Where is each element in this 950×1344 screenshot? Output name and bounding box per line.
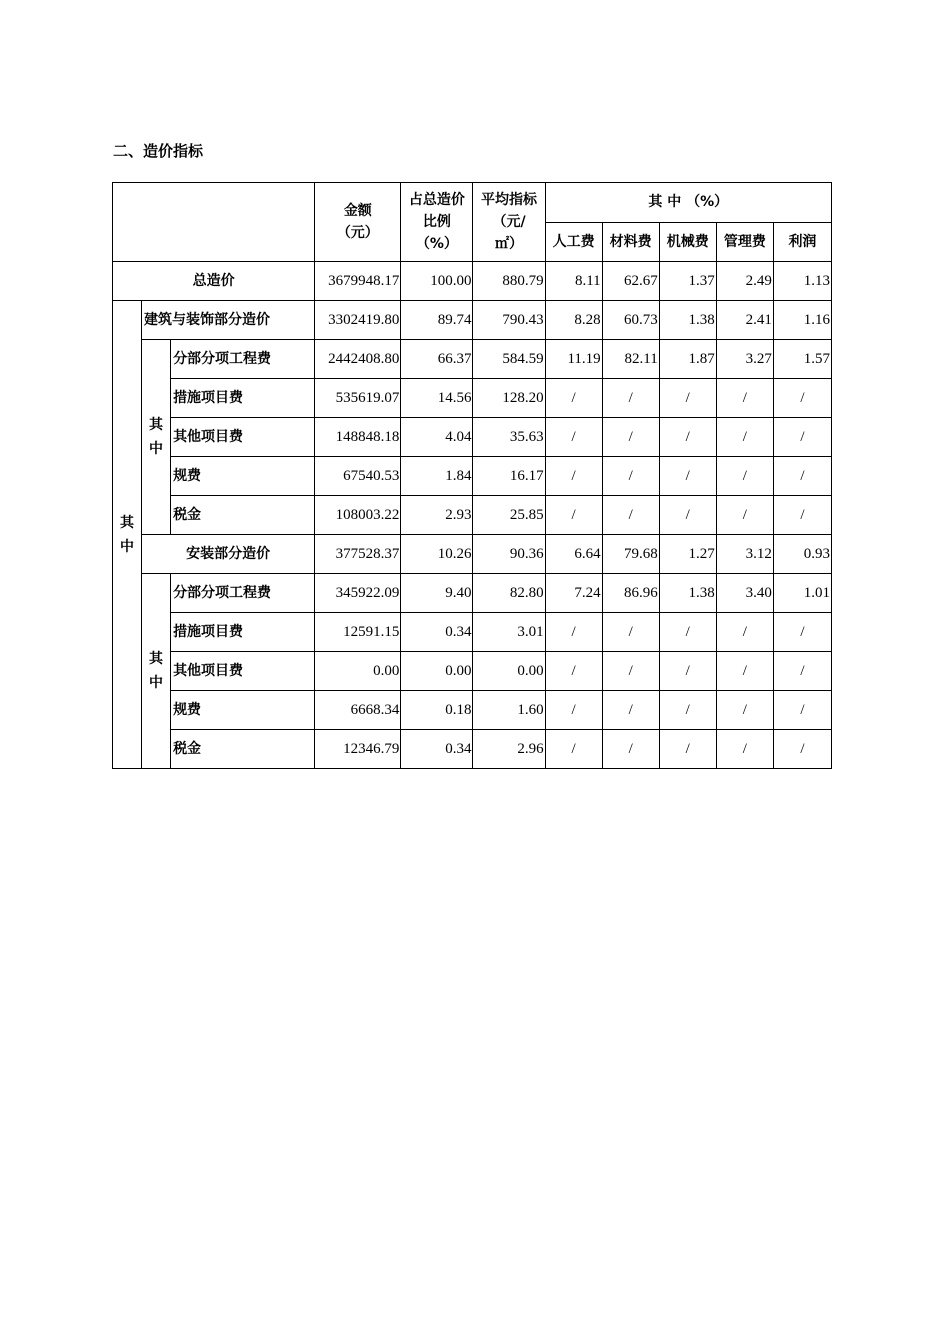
- value-cell: 79.68: [602, 535, 659, 574]
- value-cell: /: [602, 730, 659, 769]
- value-cell: /: [545, 496, 602, 535]
- value-cell: 90.36: [473, 535, 545, 574]
- value-cell: 1.01: [773, 574, 831, 613]
- value-cell: /: [716, 730, 773, 769]
- value-cell: 4.04: [401, 418, 473, 457]
- value-cell: 66.37: [401, 340, 473, 379]
- table-row: [113, 457, 832, 496]
- row-label: 其他项目费: [171, 418, 315, 457]
- row-label: 措施项目费: [171, 379, 315, 418]
- value-cell: 1.37: [659, 262, 716, 301]
- value-cell: 1.60: [473, 691, 545, 730]
- value-cell: 880.79: [473, 262, 545, 301]
- value-cell: /: [659, 730, 716, 769]
- value-cell: 0.34: [401, 730, 473, 769]
- value-cell: 86.96: [602, 574, 659, 613]
- header-profit: 利润: [773, 222, 831, 262]
- value-cell: /: [602, 613, 659, 652]
- value-cell: 0.00: [315, 652, 401, 691]
- value-cell: 345922.09: [315, 574, 401, 613]
- value-cell: /: [716, 379, 773, 418]
- value-cell: /: [773, 652, 831, 691]
- value-cell: 16.17: [473, 457, 545, 496]
- table-row: [113, 730, 832, 769]
- value-cell: /: [716, 652, 773, 691]
- value-cell: 67540.53: [315, 457, 401, 496]
- value-cell: /: [602, 496, 659, 535]
- row-label: 税金: [171, 496, 315, 535]
- row-label: 分部分项工程费: [171, 574, 315, 613]
- header-machinery: 机械费: [659, 222, 716, 262]
- value-cell: /: [659, 691, 716, 730]
- install-subtotal-row: [113, 535, 832, 574]
- value-cell: /: [602, 418, 659, 457]
- row-label: 税金: [171, 730, 315, 769]
- header-amount: 金额 （元）: [315, 183, 401, 262]
- value-cell: /: [773, 496, 831, 535]
- value-cell: 7.24: [545, 574, 602, 613]
- table-row: [113, 418, 832, 457]
- value-cell: 790.43: [473, 301, 545, 340]
- building-subtotal-row: [113, 301, 832, 340]
- row-label: 其他项目费: [171, 652, 315, 691]
- value-cell: 14.56: [401, 379, 473, 418]
- value-cell: 2.93: [401, 496, 473, 535]
- value-cell: /: [545, 457, 602, 496]
- value-cell: /: [659, 496, 716, 535]
- value-cell: 3.12: [716, 535, 773, 574]
- value-cell: 2.41: [716, 301, 773, 340]
- header-ratio: 占总造价 比例 （%）: [401, 183, 473, 262]
- row-label: 规费: [171, 691, 315, 730]
- value-cell: /: [545, 418, 602, 457]
- table-row: [113, 652, 832, 691]
- value-cell: 0.00: [473, 652, 545, 691]
- table-row: [113, 340, 832, 379]
- value-cell: 11.19: [545, 340, 602, 379]
- value-cell: 9.40: [401, 574, 473, 613]
- value-cell: 35.63: [473, 418, 545, 457]
- total-row: [113, 262, 832, 301]
- header-labor: 人工费: [545, 222, 602, 262]
- value-cell: 3302419.80: [315, 301, 401, 340]
- table-row: [113, 613, 832, 652]
- value-cell: /: [773, 691, 831, 730]
- value-cell: 2442408.80: [315, 340, 401, 379]
- value-cell: /: [773, 379, 831, 418]
- value-cell: 1.87: [659, 340, 716, 379]
- row-label: 规费: [171, 457, 315, 496]
- value-cell: 1.13: [773, 262, 831, 301]
- value-cell: /: [602, 652, 659, 691]
- value-cell: 1.38: [659, 301, 716, 340]
- row-label: 分部分项工程费: [171, 340, 315, 379]
- header-row-1: [113, 183, 832, 223]
- value-cell: 6.64: [545, 535, 602, 574]
- value-cell: 1.38: [659, 574, 716, 613]
- value-cell: 3679948.17: [315, 262, 401, 301]
- outer-group-label: 其 中: [113, 301, 142, 769]
- value-cell: 148848.18: [315, 418, 401, 457]
- value-cell: /: [602, 457, 659, 496]
- value-cell: 584.59: [473, 340, 545, 379]
- value-cell: /: [545, 691, 602, 730]
- value-cell: 0.34: [401, 613, 473, 652]
- value-cell: /: [773, 457, 831, 496]
- building-group-label: 其 中: [142, 340, 171, 535]
- table-row: [113, 496, 832, 535]
- header-breakdown: 其 中 （%）: [545, 183, 831, 223]
- value-cell: /: [716, 418, 773, 457]
- value-cell: /: [659, 652, 716, 691]
- value-cell: 82.80: [473, 574, 545, 613]
- value-cell: 89.74: [401, 301, 473, 340]
- value-cell: /: [716, 691, 773, 730]
- value-cell: /: [659, 613, 716, 652]
- value-cell: 377528.37: [315, 535, 401, 574]
- value-cell: /: [773, 613, 831, 652]
- value-cell: /: [602, 379, 659, 418]
- value-cell: /: [602, 691, 659, 730]
- value-cell: 0.93: [773, 535, 831, 574]
- row-label: 总造价: [113, 262, 315, 301]
- value-cell: /: [545, 379, 602, 418]
- value-cell: 128.20: [473, 379, 545, 418]
- value-cell: /: [773, 730, 831, 769]
- value-cell: /: [659, 457, 716, 496]
- header-material: 材料费: [602, 222, 659, 262]
- value-cell: 10.26: [401, 535, 473, 574]
- value-cell: /: [716, 457, 773, 496]
- value-cell: /: [716, 613, 773, 652]
- cost-index-table: [112, 182, 832, 769]
- header-management: 管理费: [716, 222, 773, 262]
- value-cell: 8.11: [545, 262, 602, 301]
- value-cell: 3.40: [716, 574, 773, 613]
- value-cell: 1.16: [773, 301, 831, 340]
- value-cell: 0.00: [401, 652, 473, 691]
- value-cell: 6668.34: [315, 691, 401, 730]
- value-cell: 62.67: [602, 262, 659, 301]
- table-row: [113, 574, 832, 613]
- table-row: [113, 691, 832, 730]
- value-cell: 100.00: [401, 262, 473, 301]
- header-average: 平均指标 （元/ ㎡）: [473, 183, 545, 262]
- value-cell: 12591.15: [315, 613, 401, 652]
- value-cell: /: [545, 730, 602, 769]
- value-cell: 0.18: [401, 691, 473, 730]
- value-cell: /: [659, 418, 716, 457]
- value-cell: /: [545, 652, 602, 691]
- value-cell: 60.73: [602, 301, 659, 340]
- install-group-label: 其 中: [142, 574, 171, 769]
- value-cell: 1.57: [773, 340, 831, 379]
- section-title: 二、造价指标: [113, 142, 204, 160]
- header-blank-cell: [113, 183, 315, 262]
- row-label: 措施项目费: [171, 613, 315, 652]
- value-cell: 2.49: [716, 262, 773, 301]
- value-cell: /: [716, 496, 773, 535]
- value-cell: 535619.07: [315, 379, 401, 418]
- value-cell: 8.28: [545, 301, 602, 340]
- row-label: 建筑与装饰部分造价: [142, 301, 315, 340]
- value-cell: /: [773, 418, 831, 457]
- value-cell: 12346.79: [315, 730, 401, 769]
- value-cell: /: [659, 379, 716, 418]
- value-cell: 1.84: [401, 457, 473, 496]
- value-cell: 108003.22: [315, 496, 401, 535]
- table-row: [113, 379, 832, 418]
- value-cell: /: [545, 613, 602, 652]
- value-cell: 82.11: [602, 340, 659, 379]
- value-cell: 3.27: [716, 340, 773, 379]
- value-cell: 2.96: [473, 730, 545, 769]
- value-cell: 3.01: [473, 613, 545, 652]
- value-cell: 25.85: [473, 496, 545, 535]
- value-cell: 1.27: [659, 535, 716, 574]
- row-label: 安装部分造价: [142, 535, 315, 574]
